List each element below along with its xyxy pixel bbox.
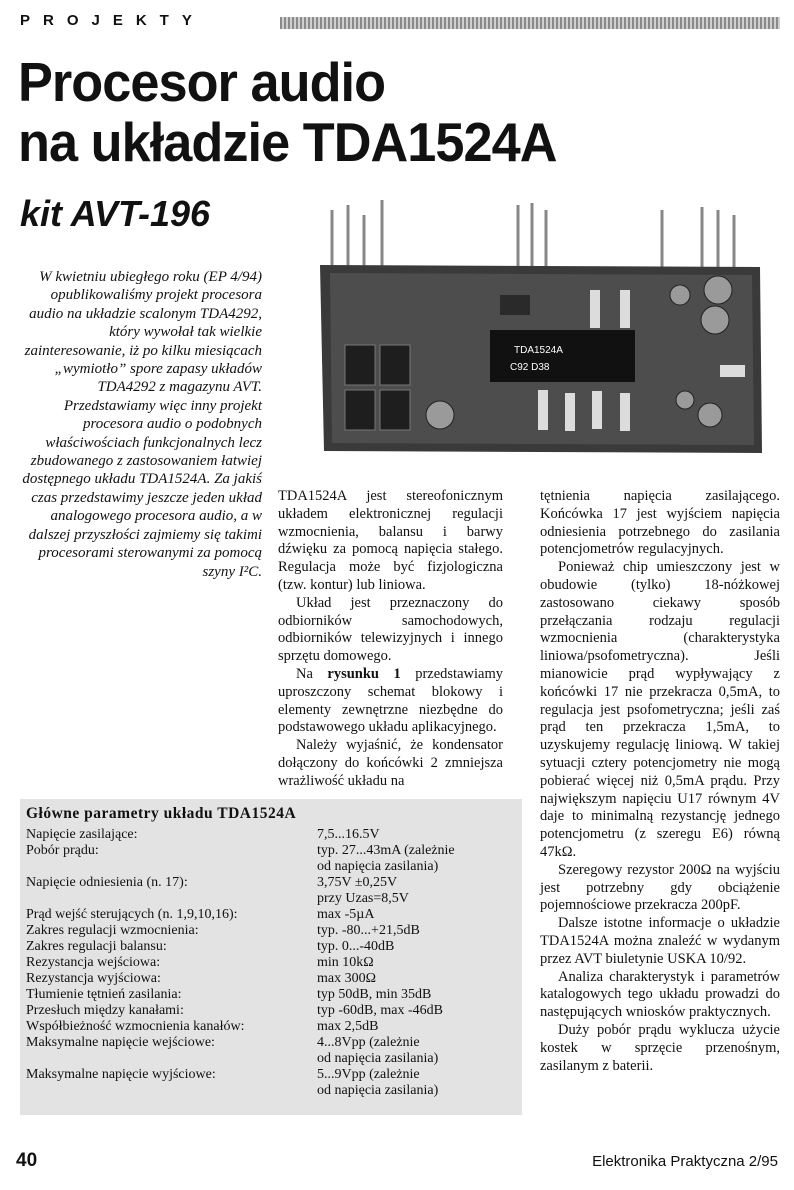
chip-marking-2: C92 D38: [510, 362, 550, 373]
parameters-table: [26, 827, 516, 1099]
body-paragraph: Dalsze istotne informacje o układzie TDA1524A można znaleźć w wydanym przez AVT biuletynie USKA 10/92.: [540, 915, 780, 967]
parameter-value: [317, 1019, 516, 1035]
parameter-value-line: przy Uzas=8,5V: [317, 891, 409, 906]
parameter-value: [317, 971, 516, 987]
body-paragraph-figure-ref: [278, 666, 503, 737]
section-label: PROJEKTY: [20, 12, 205, 29]
parameter-value-line: 3,75V ±0,25V: [317, 875, 398, 890]
parameter-name: Napięcie odniesienia (n. 17):: [26, 875, 188, 890]
parameter-name: Tłumienie tętnień zasilania:: [26, 987, 182, 1002]
parameter-value-line: typ. -80...+21,5dB: [317, 923, 420, 938]
figure-reference: rysunku 1: [327, 665, 401, 682]
parameter-row: [26, 923, 516, 939]
parameter-value: [317, 939, 516, 955]
parameter-value-line: 5...9Vpp (zależnie: [317, 1067, 420, 1082]
parameter-name: Maksymalne napięcie wejściowe:: [26, 1035, 215, 1050]
parameters-title: Główne parametry układu TDA1524A: [26, 805, 297, 822]
body-paragraph: tętnienia napięcia zasilającego. Końcówka 17 jest wyjściem napięcia odniesienia potrzebnego do zasilania potencjometrów regulacyjnych.: [540, 488, 780, 558]
parameter-row: [26, 971, 516, 987]
parameter-value-line: typ -60dB, max -46dB: [317, 1003, 443, 1018]
parameter-name: Zakres regulacji wzmocnienia:: [26, 923, 199, 938]
parameter-row: [26, 875, 516, 907]
parameter-value-line: od napięcia zasilania): [317, 1051, 439, 1066]
parameter-name: Współbieżność wzmocnienia kanałów:: [26, 1019, 245, 1034]
title-line-1: Procesor audio: [18, 51, 386, 113]
parameter-name: Rezystancja wyjściowa:: [26, 971, 161, 986]
parameters-box: [20, 799, 522, 1115]
parameter-row: [26, 843, 516, 875]
body-paragraph: Układ jest przeznaczony do odbiorników samochodowych, odbiorników telewizyjnych i innego sprzętu domowego.: [278, 594, 503, 665]
parameter-value: [317, 827, 516, 843]
parameter-value-line: typ. 27...43mA (zależnie: [317, 843, 455, 858]
parameter-row: [26, 1067, 516, 1099]
parameter-value: [317, 1067, 516, 1099]
article-title: [18, 52, 557, 172]
body-text: Na: [296, 665, 313, 682]
body-column-2: [540, 488, 780, 1075]
parameter-row: [26, 1003, 516, 1019]
parameter-value-line: max -5µA: [317, 907, 375, 922]
body-paragraph: TDA1524A jest stereofonicznym układem elektronicznej regulacji wzmocnienia, balansu i barwy dźwięku za pomocą napięcia stałego. Regulacja może być fizjologiczna (tzw. kontur) lub liniowa.: [278, 488, 503, 593]
parameter-row: [26, 939, 516, 955]
body-paragraph: Analiza charakterystyk i parametrów katalogowych tego układu prowadzi do następujących wniosków praktycznych.: [540, 968, 780, 1021]
parameter-value-line: typ. 0...-40dB: [317, 939, 395, 954]
journal-name: Elektronika Praktyczna 2/95: [592, 1153, 778, 1170]
parameter-name: Maksymalne napięcie wyjściowe:: [26, 1067, 216, 1082]
parameter-name: Napięcie zasilające:: [26, 827, 138, 842]
body-text: przedstawiamy uproszczony: [278, 665, 503, 700]
parameter-row: [26, 1035, 516, 1067]
parameter-row: [26, 955, 516, 971]
lead-paragraph: W kwietniu ubiegłego roku (EP 4/94) opublikowaliśmy projekt procesora audio na układzie scalonym TDA4292, który wywołał tak wielkie zainteresowanie, iż po kilku miesiącach „wymiotło” spore zapasy układów TDA4292 z magazynu AVT. Przedstawiamy więc inny projekt procesora audio o podobnych właściwościach funkcjonalnych lecz zbudowanego z zastosowaniem łatwiej dostępnego układu TDA1524A. Za jakiś czas przedstawimy jeszcze jeden układ analogowego procesora audio, a w dalszej przyszłości zajmiemy się takimi procesorami sterowanymi za pomocą szyny I²C.: [22, 269, 262, 580]
parameter-value: [317, 875, 516, 907]
parameter-name: Przesłuch między kanałami:: [26, 1003, 184, 1018]
parameter-value: [317, 955, 516, 971]
parameter-row: [26, 1019, 516, 1035]
body-paragraph: Należy wyjaśnić, że kondensator dołączony do końcówki 2 zmniejsza wrażliwość układu na: [278, 737, 503, 789]
parameter-value: [317, 907, 516, 923]
parameter-value-line: max 300Ω: [317, 971, 377, 986]
body-paragraph: Szeregowy rezystor 200Ω na wyjściu jest potrzebny gdy obciążenie pojemnościowe przekracza 200pF.: [540, 861, 780, 914]
title-line-2: na układzie TDA1524A: [18, 111, 557, 173]
parameter-value: [317, 843, 516, 875]
header-bar: [280, 17, 780, 29]
parameter-name: Rezystancja wejściowa:: [26, 955, 161, 970]
parameter-value-line: od napięcia zasilania): [317, 859, 439, 874]
parameter-row: [26, 827, 516, 843]
parameter-value-line: max 2,5dB: [317, 1019, 379, 1034]
parameter-name: Zakres regulacji balansu:: [26, 939, 167, 954]
parameter-value-line: 4...8Vpp (zależnie: [317, 1035, 420, 1050]
body-column-1: [278, 488, 503, 791]
parameter-value: [317, 923, 516, 939]
chip-marking-1: TDA1524A: [514, 345, 563, 356]
parameter-value: [317, 987, 516, 1003]
parameter-name: Prąd wejść sterujących (n. 1,9,10,16):: [26, 907, 238, 922]
parameter-value-line: typ 50dB, min 35dB: [317, 987, 432, 1002]
parameter-value: [317, 1035, 516, 1067]
parameter-row: [26, 907, 516, 923]
pcb-photo: [290, 195, 780, 470]
parameter-value-line: 7,5...16.5V: [317, 827, 380, 842]
parameter-value-line: od napięcia zasilania): [317, 1083, 439, 1098]
parameter-row: [26, 987, 516, 1003]
parameter-value: [317, 1003, 516, 1019]
kit-label: kit AVT-196: [20, 193, 211, 234]
page-number: 40: [16, 1150, 38, 1171]
body-paragraph: Duży pobór prądu wyklucza użycie kostek w sprzęcie przenośnym, zasilanym z baterii.: [540, 1021, 780, 1074]
parameter-name: Pobór prądu:: [26, 843, 99, 858]
body-text: schemat blokowy i elementy zewnętrzne niezbędne do podstawowego układu aplikacyjnego.: [278, 683, 503, 736]
parameter-value-line: min 10kΩ: [317, 955, 374, 970]
body-paragraph: Ponieważ chip umieszczony jest w obudowie (tylko) 18-nóżkowej zastosowano ciekawy sposób przełączania rodzaju regulacji wzmocnienia (charakterystyka liniowa/psofometryczna). Jeśli mianowicie prąd wypływający z końcówki 17 nie przekracza 0,5mA, to regulacja jest psofometryczna; jeśli zaś prąd ten przekracza 1,5mA, to uzyskujemy regulację liniową. W takiej sytuacji cztery potencjometry nie mogą pobierać więcej niż 0,5mA prądu. Przy największym napięciu U17 równym 4V daje to minimalną rezystancję jednego potencjometru (z szeregu E6) równą 47kΩ.: [540, 559, 780, 860]
